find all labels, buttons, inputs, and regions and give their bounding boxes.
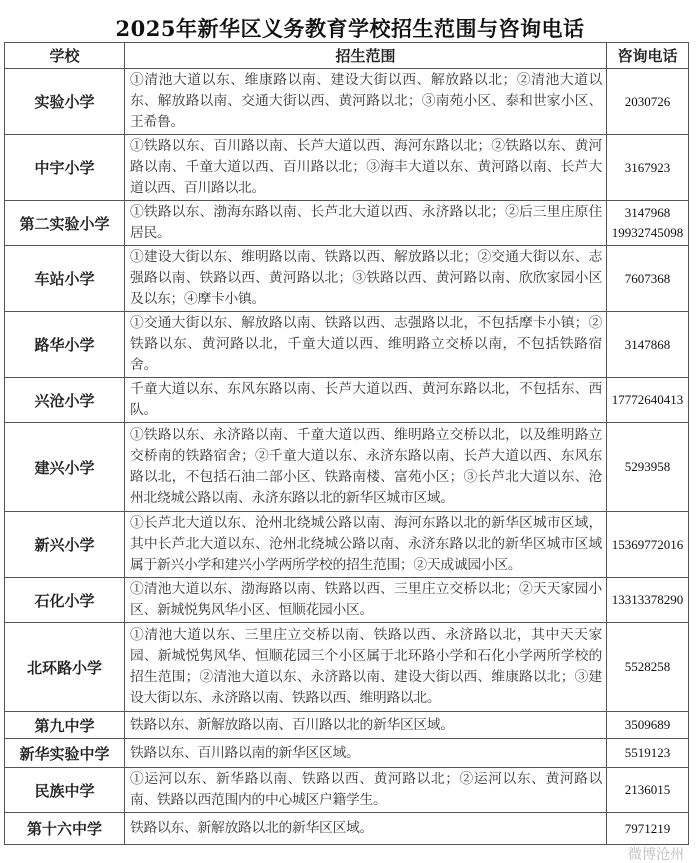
enrollment-scope: ①清池大道以东、维康路以南、建设大街以西、解放路以北；②清池大道以东、解放路以南、交通大街以西、黄河路以北；③南苑小区、泰和世家小区、王希鲁。 bbox=[125, 69, 607, 135]
phone-number: 3509689 bbox=[624, 717, 671, 732]
enrollment-scope: 铁路以东、新解放路以南、百川路以北的新华区区域。 bbox=[125, 712, 607, 739]
phone-cell bbox=[607, 578, 689, 623]
school-name: 实验小学 bbox=[5, 69, 125, 135]
phone-number: 5519123 bbox=[624, 745, 671, 760]
table-row bbox=[5, 423, 689, 512]
table-header-row bbox=[5, 43, 689, 69]
school-name: 车站小学 bbox=[5, 246, 125, 312]
phone-cell bbox=[607, 739, 689, 768]
school-name: 建兴小学 bbox=[5, 423, 125, 512]
phone-cell bbox=[607, 201, 689, 246]
enrollment-scope: ①铁路以东、百川路以南、长芦大道以西、海河东路以北；②铁路以东、黄河路以南、千童大道以西、百川路以北；③海丰大道以东、黄河路以南、长芦大道以西、百川路以北。 bbox=[125, 135, 607, 201]
phone-cell bbox=[607, 378, 689, 423]
table-row bbox=[5, 69, 689, 135]
phone-number-2: 19932745098 bbox=[611, 225, 684, 240]
phone-number: 3147968 bbox=[624, 205, 671, 220]
phone-number: 5528258 bbox=[624, 659, 671, 674]
enrollment-scope: ①长芦北大道以东、沧州北绕城公路以南、海河东路以北的新华区城市区域，其中长芦北大道以东、沧州北绕城公路以南、永济东路以北的新华区城市区域属于新兴小学和建兴小学两所学校的招生范围；②天成诚园小区。 bbox=[125, 512, 607, 578]
enrollment-scope: ①清池大道以东、渤海路以南、铁路以西、三里庄立交桥以北；②天天家园小区、新城悦隽风华小区、恒顺花园小区。 bbox=[125, 578, 607, 623]
phone-cell bbox=[607, 69, 689, 135]
table-row bbox=[5, 135, 689, 201]
enrollment-scope: 铁路以东、百川路以南的新华区区域。 bbox=[125, 739, 607, 768]
school-name: 北环路小学 bbox=[5, 623, 125, 712]
enrollment-scope: ①运河以东、新华路以南、铁路以西、黄河路以北；②运河以东、黄河路以南、铁路以西范围内的中心城区户籍学生。 bbox=[125, 768, 607, 813]
phone-number: 2030726 bbox=[624, 93, 671, 109]
phone-number: 7971219 bbox=[624, 820, 671, 836]
school-name: 中宇小学 bbox=[5, 135, 125, 201]
phone-cell bbox=[607, 312, 689, 378]
enrollment-scope: ①清池大道以东、三里庄立交桥以南、铁路以西、永济路以北，其中天天家园、新城悦隽风华、恒顺花园三个小区属于北环路小学和石化小学两所学校的招生范围；②清池大道以东、永济路以南、建设大街以西、维康路以北；③建设大街以东、永济路以南、铁路以西、维明路以北。 bbox=[125, 623, 607, 712]
enrollment-scope: 铁路以东、新解放路以北的新华区区域。 bbox=[125, 813, 607, 845]
enrollment-scope: 千童大道以东、东风东路以南、长芦大道以西、黄河东路以北，不包括东、西队。 bbox=[125, 378, 607, 423]
school-name: 路华小学 bbox=[5, 312, 125, 378]
phone-cell bbox=[607, 135, 689, 201]
phone-cell bbox=[607, 768, 689, 813]
school-name: 民族中学 bbox=[5, 768, 125, 813]
table-row bbox=[5, 739, 689, 768]
school-name: 新兴小学 bbox=[5, 512, 125, 578]
phone-cell bbox=[607, 246, 689, 312]
enrollment-scope: ①铁路以东、渤海东路以南、长芦北大道以西、永济路以北；②后三里庄原住居民。 bbox=[125, 201, 607, 246]
school-name: 第十六中学 bbox=[5, 813, 125, 845]
enrollment-table bbox=[4, 42, 689, 845]
enrollment-scope: ①铁路以东、永济路以南、千童大道以西、维明路立交桥以北，以及维明路立交桥南的铁路宿舍；②千童大道以东、永济东路以南、长芦大道以西、东风东路以北，不包括石油二部小区、铁路南楼、富苑小区；③长芦北大道以东、沧州北绕城公路以南、永济东路以北的新华区城市区域。 bbox=[125, 423, 607, 512]
phone-cell bbox=[607, 712, 689, 739]
phone-number: 3147868 bbox=[624, 336, 671, 352]
school-name: 石化小学 bbox=[5, 578, 125, 623]
table-row bbox=[5, 378, 689, 423]
table-row bbox=[5, 312, 689, 378]
phone-number: 3167923 bbox=[624, 159, 671, 175]
phone-number: 7607368 bbox=[624, 270, 671, 286]
table-row bbox=[5, 768, 689, 813]
phone-number: 17772640413 bbox=[611, 392, 684, 407]
table-wrapper bbox=[4, 42, 688, 863]
table-row bbox=[5, 623, 689, 712]
phone-cell bbox=[607, 813, 689, 845]
phone-cell bbox=[607, 623, 689, 712]
phone-number: 2136015 bbox=[624, 782, 671, 797]
enrollment-scope: ①交通大街以东、解放路以南、铁路以西、志强路以北，不包括摩卡小镇；②铁路以东、黄河路以北，千童大道以西、维明路立交桥以南，不包括铁路宿舍。 bbox=[125, 312, 607, 378]
page-title: 2025年新华区义务教育学校招生范围与咨询电话 bbox=[115, 16, 585, 41]
header-scope: 招生范围 bbox=[125, 43, 607, 69]
phone-cell bbox=[607, 423, 689, 512]
school-name: 第二实验小学 bbox=[5, 201, 125, 246]
header-school: 学校 bbox=[5, 43, 125, 69]
enrollment-scope: ①建设大街以东、维明路以南、铁路以西、解放路以北；②交通大街以东、志强路以南、铁路以西、黄河路以北；③铁路以西、黄河路以南、欣欣家园小区及以东；④摩卡小镇。 bbox=[125, 246, 607, 312]
school-name: 兴沧小学 bbox=[5, 378, 125, 423]
phone-number: 15369772016 bbox=[611, 536, 684, 552]
header-phone: 咨询电话 bbox=[607, 43, 689, 69]
table-row bbox=[5, 813, 689, 845]
phone-number: 13313378290 bbox=[611, 592, 684, 607]
school-name: 第九中学 bbox=[5, 712, 125, 739]
school-name: 新华实验中学 bbox=[5, 739, 125, 768]
watermark: 微博沧州 bbox=[628, 847, 684, 863]
table-row bbox=[5, 201, 689, 246]
table-row bbox=[5, 512, 689, 578]
table-row bbox=[5, 712, 689, 739]
table-row bbox=[5, 578, 689, 623]
phone-number: 5293958 bbox=[624, 459, 671, 474]
phone-cell bbox=[607, 512, 689, 578]
table-row bbox=[5, 246, 689, 312]
